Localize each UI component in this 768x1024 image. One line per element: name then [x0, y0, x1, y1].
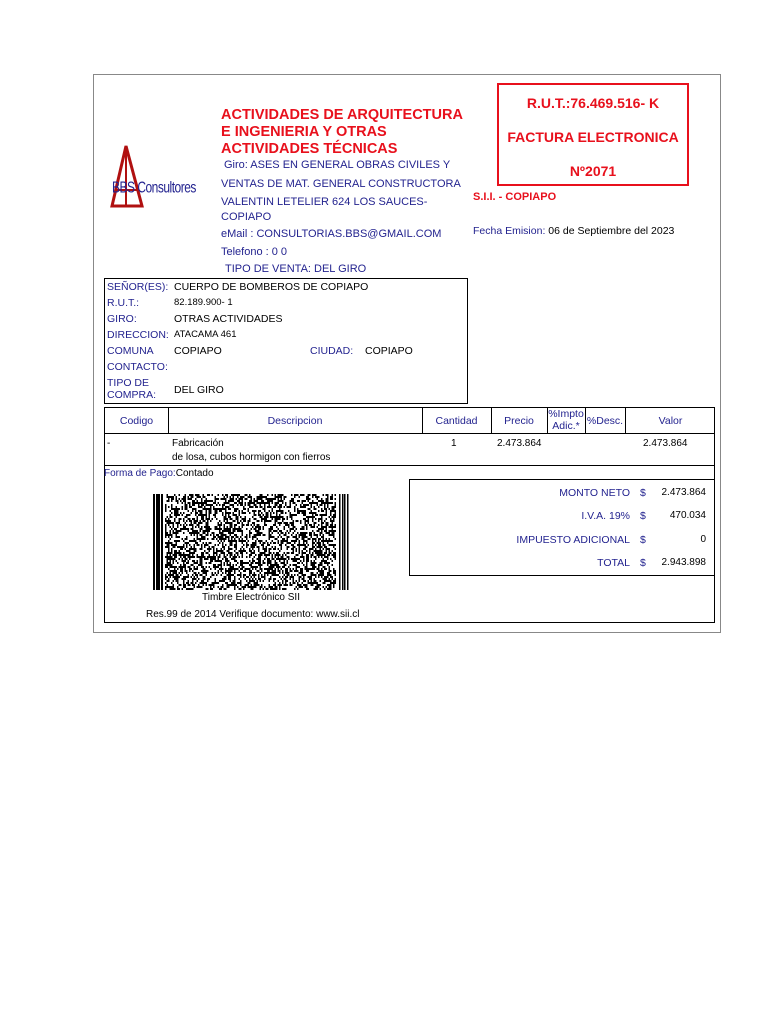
col-impto-2: Adic.*	[552, 420, 580, 432]
issuer-title	[221, 107, 471, 158]
total-label: TOTAL	[597, 557, 630, 569]
issuer-address-2: COPIAPO	[221, 211, 272, 223]
client-purchase-type-label-2: COMPRA:	[107, 389, 157, 401]
row-valor: 2.473.864	[643, 438, 688, 449]
logo-triangle-icon	[108, 140, 208, 212]
issuer-title-line: ACTIVIDADES TÉCNICAS	[221, 141, 398, 157]
issuer-title-line: E INGENIERIA Y OTRAS	[221, 124, 387, 140]
payment-label: Forma de Pago:	[104, 468, 176, 479]
col-cantidad: Cantidad	[435, 415, 478, 427]
issuer-giro-1: Giro: ASES EN GENERAL OBRAS CIVILES Y	[224, 159, 451, 171]
client-comuna: COPIAPO	[174, 345, 222, 357]
document-rut: R.U.T.:76.469.516- K	[526, 95, 660, 111]
adicional-value: 0	[700, 534, 706, 545]
adicional-label: IMPUESTO ADICIONAL	[516, 534, 630, 546]
issuer-phone: Telefono : 0 0	[221, 246, 288, 258]
sii-office: S.I.I. - COPIAPO	[473, 191, 557, 203]
issuer-address-1: VALENTIN LETELIER 624 LOS SAUCES-	[221, 196, 428, 208]
iva-currency: $	[640, 510, 646, 522]
client-purchase-type-label	[107, 377, 156, 401]
iva-value: 470.034	[669, 510, 706, 521]
client-giro-label: GIRO:	[107, 313, 137, 325]
client-city-label: CIUDAD:	[310, 345, 354, 357]
table-header-row	[105, 408, 714, 434]
client-purchase-type-label-1: TIPO DE	[107, 377, 150, 389]
company-logo	[108, 140, 208, 212]
row-precio: 2.473.864	[497, 438, 542, 449]
client-giro: OTRAS ACTIVIDADES	[174, 313, 283, 325]
client-comuna-label: COMUNA	[107, 345, 154, 357]
client-name-label: SEÑOR(ES):	[107, 281, 169, 293]
timbre-barcode	[153, 494, 349, 590]
neto-label: MONTO NETO	[559, 487, 630, 499]
payment-method	[104, 468, 214, 479]
col-impto-1: %Impto	[548, 408, 584, 420]
row-desc-2: de losa, cubos hormigon con fierros	[172, 452, 331, 463]
document-id-box	[497, 83, 689, 186]
col-descripcion: Descripcion	[267, 415, 323, 427]
document-type: FACTURA ELECTRONICA	[507, 129, 679, 145]
total-value: 2.943.898	[661, 557, 706, 568]
adicional-currency: $	[640, 534, 646, 546]
neto-currency: $	[640, 487, 646, 499]
issuer-sale-type: TIPO DE VENTA: DEL GIRO	[225, 263, 367, 275]
client-rut: 82.189.900- 1	[174, 297, 233, 308]
neto-value: 2.473.864	[661, 487, 706, 498]
client-city: COPIAPO	[365, 345, 413, 357]
col-precio: Precio	[504, 415, 534, 427]
issue-date-value: 06 de Septiembre del 2023	[548, 225, 675, 237]
client-name: CUERPO DE BOMBEROS DE COPIAPO	[174, 281, 369, 293]
payment-value: Contado	[175, 468, 214, 479]
row-desc-1: Fabricación	[172, 438, 224, 449]
col-desc: %Desc.	[586, 415, 624, 427]
client-box	[104, 278, 468, 404]
total-currency: $	[640, 557, 646, 569]
row-codigo: -	[107, 438, 111, 449]
client-address-label: DIRECCION:	[107, 329, 169, 341]
client-address: ATACAMA 461	[174, 329, 237, 340]
items-table	[104, 407, 715, 466]
client-purchase-type: DEL GIRO	[174, 384, 224, 396]
issuer-email: eMail : CONSULTORIAS.BBS@GMAIL.COM	[221, 228, 442, 240]
client-contact-label: CONTACTO:	[107, 361, 168, 373]
col-impto	[547, 408, 585, 432]
issue-date	[473, 225, 674, 237]
timbre-caption: Timbre Electrónico SII	[202, 592, 300, 603]
col-codigo: Codigo	[119, 415, 154, 427]
logo-text: BBS Consultores	[112, 178, 196, 197]
col-valor: Valor	[658, 415, 683, 427]
row-cantidad: 1	[451, 438, 457, 449]
issuer-title-line: ACTIVIDADES DE ARQUITECTURA	[221, 107, 463, 123]
client-rut-label: R.U.T.:	[107, 297, 140, 309]
timbre-resolution: Res.99 de 2014 Verifique documento: www.sii.cl	[146, 609, 360, 620]
document-number: Nº2071	[569, 163, 617, 179]
iva-label: I.V.A. 19%	[581, 510, 630, 522]
issuer-giro-2: VENTAS DE MAT. GENERAL CONSTRUCTORA	[221, 178, 461, 190]
issue-date-label: Fecha Emision:	[473, 225, 546, 237]
table-row	[105, 435, 714, 465]
